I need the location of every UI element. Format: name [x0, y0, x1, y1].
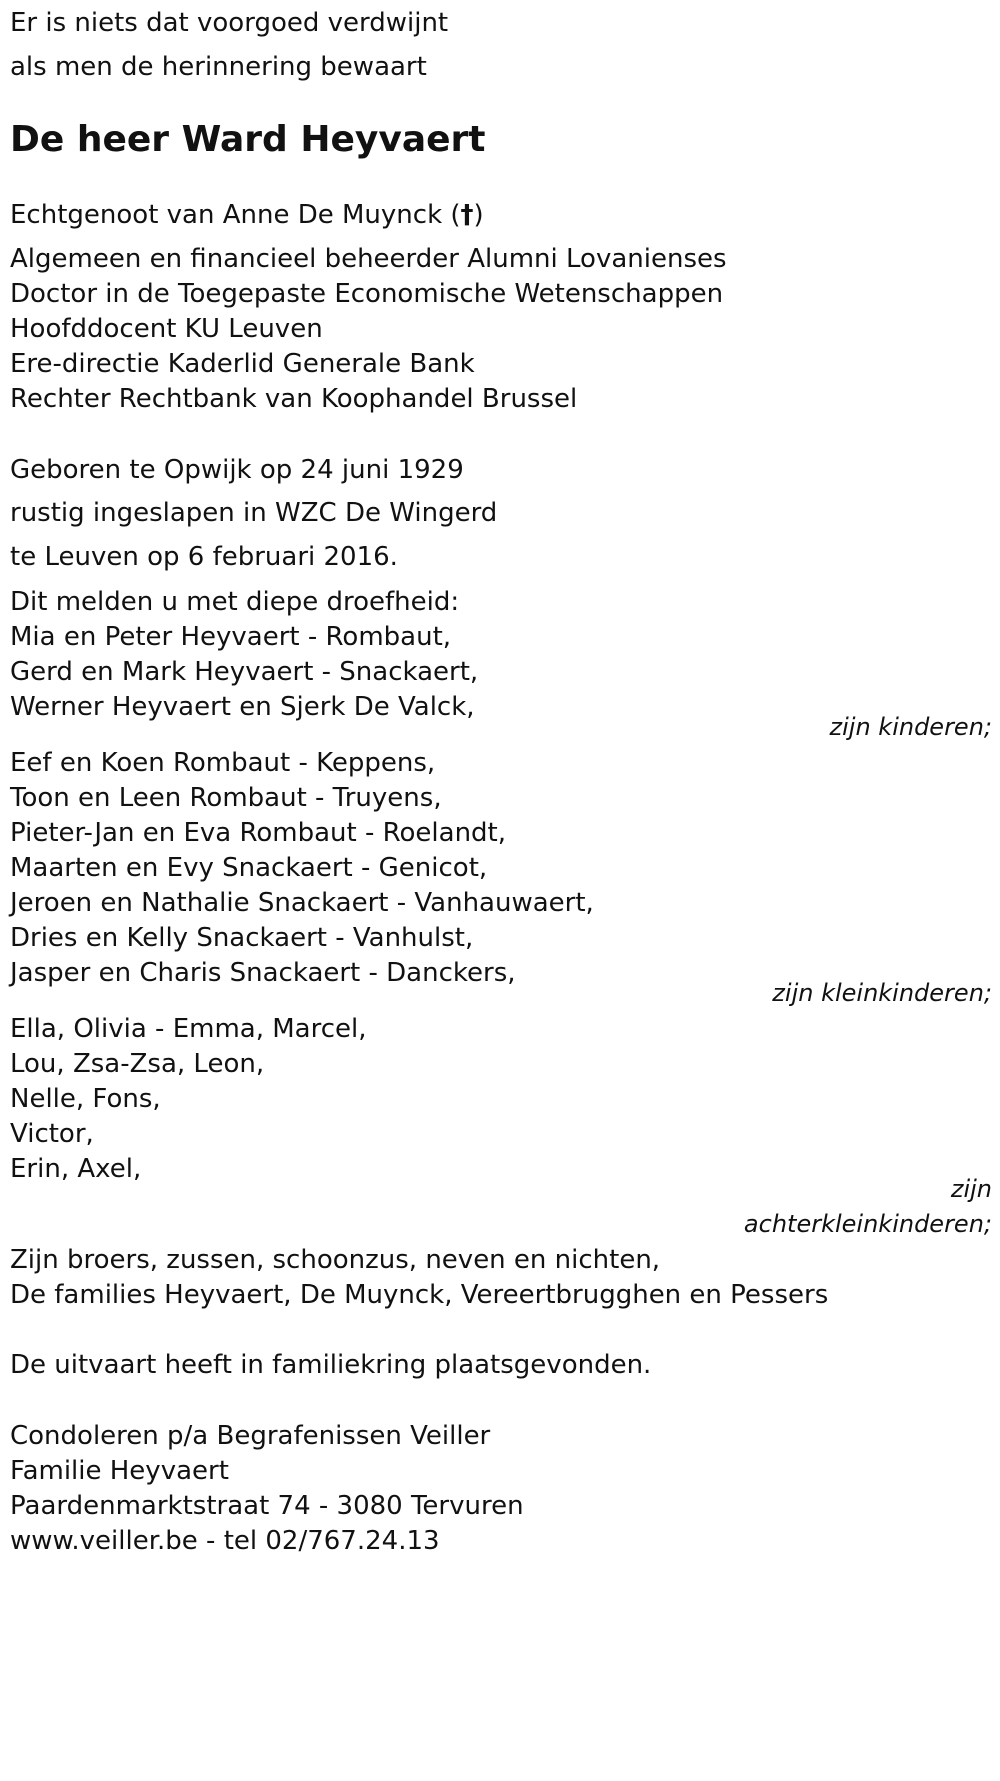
- deceased-name: De heer Ward Heyvaert: [10, 119, 486, 160]
- child-line: Werner Heyvaert en Sjerk De Valck,: [10, 692, 475, 722]
- contact-line: Paardenmarktstraat 74 - 3080 Tervuren: [10, 1491, 524, 1521]
- title-line: Rechter Rechtbank van Koophandel Brussel: [10, 384, 578, 414]
- family-line: De families Heyvaert, De Muynck, Vereertbrugghen en Pessers: [10, 1280, 829, 1310]
- grandchild-line: Jeroen en Nathalie Snackaert - Vanhauwaert,: [10, 888, 594, 918]
- greatgrandchild-line: Nelle, Fons,: [10, 1084, 161, 1114]
- title-line: Doctor in de Toegepaste Economische Wetenschappen: [10, 279, 724, 309]
- life-line: rustig ingeslapen in WZC De Wingerd: [10, 498, 498, 528]
- grandchildren-label: zijn kleinkinderen;: [772, 979, 992, 1007]
- spouse-suffix: ): [473, 200, 484, 230]
- funeral-note: De uitvaart heeft in familiekring plaatsgevonden.: [10, 1350, 652, 1380]
- greatgrandchildren-label: achterkleinkinderen;: [743, 1210, 992, 1238]
- announcement: Dit melden u met diepe droefheid:: [10, 587, 460, 617]
- spouse-prefix: Echtgenoot van Anne De Muynck (: [10, 200, 461, 230]
- contact-line: www.veiller.be - tel 02/767.24.13: [10, 1526, 440, 1556]
- title-line: Hoofddocent KU Leuven: [10, 314, 323, 344]
- children-label: zijn kinderen;: [829, 713, 992, 741]
- spouse-line: [10, 198, 484, 232]
- greatgrandchild-line: Ella, Olivia - Emma, Marcel,: [10, 1014, 367, 1044]
- grandchild-line: Jasper en Charis Snackaert - Danckers,: [10, 958, 516, 988]
- grandchild-line: Toon en Leen Rombaut - Truyens,: [10, 783, 442, 813]
- child-line: Mia en Peter Heyvaert - Rombaut,: [10, 622, 452, 652]
- child-line: Gerd en Mark Heyvaert - Snackaert,: [10, 657, 479, 687]
- greatgrandchildren-label: zijn: [950, 1175, 992, 1203]
- motto-line: Er is niets dat voorgoed verdwijnt: [10, 8, 449, 38]
- motto-line: als men de herinnering bewaart: [10, 52, 427, 82]
- grandchild-line: Pieter-Jan en Eva Rombaut - Roelandt,: [10, 818, 507, 848]
- greatgrandchild-line: Lou, Zsa-Zsa, Leon,: [10, 1049, 265, 1079]
- title-line: Ere-directie Kaderlid Generale Bank: [10, 349, 475, 379]
- contact-line: Condoleren p/a Begrafenissen Veiller: [10, 1421, 491, 1451]
- life-line: te Leuven op 6 februari 2016.: [10, 542, 398, 572]
- grandchild-line: Maarten en Evy Snackaert - Genicot,: [10, 853, 488, 883]
- family-line: Zijn broers, zussen, schoonzus, neven en nichten,: [10, 1245, 661, 1275]
- life-line: Geboren te Opwijk op 24 juni 1929: [10, 455, 464, 485]
- greatgrandchild-line: Victor,: [10, 1119, 94, 1149]
- contact-line: Familie Heyvaert: [10, 1456, 229, 1486]
- grandchild-line: Dries en Kelly Snackaert - Vanhulst,: [10, 923, 474, 953]
- greatgrandchild-line: Erin, Axel,: [10, 1154, 142, 1184]
- title-line: Algemeen en financieel beheerder Alumni Lovanienses: [10, 244, 727, 274]
- cross-icon: †: [460, 200, 474, 230]
- grandchild-line: Eef en Koen Rombaut - Keppens,: [10, 748, 436, 778]
